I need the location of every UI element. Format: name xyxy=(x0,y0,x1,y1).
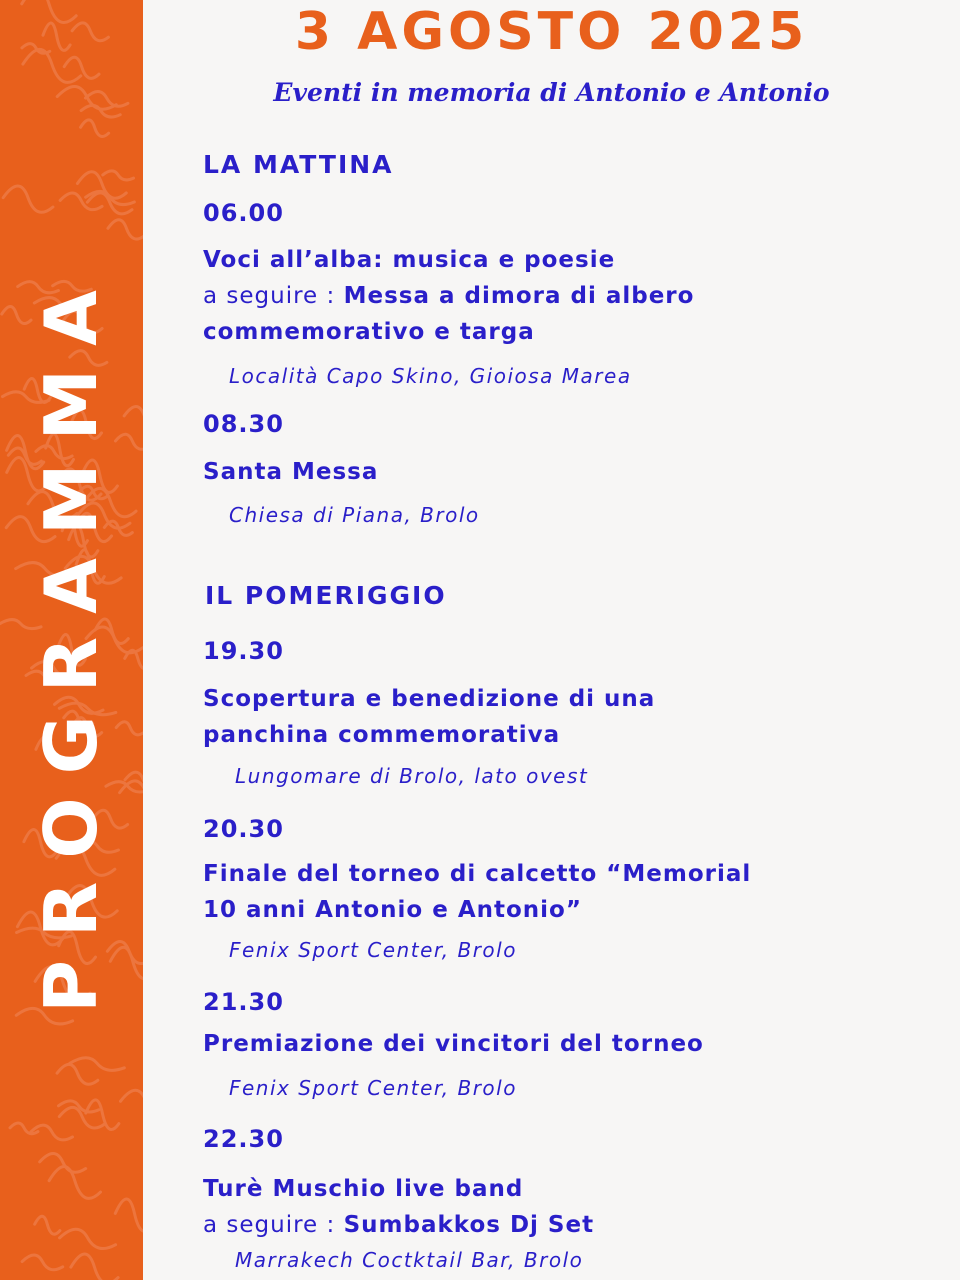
event-title-line: 10 anni Antonio e Antonio” xyxy=(203,897,582,923)
event-date-title: 3 AGOSTO 2025 xyxy=(294,2,809,62)
wave-stroke xyxy=(115,1199,143,1231)
wave-stroke xyxy=(2,306,31,323)
event-title-line: Voci all’alba: musica e poesie xyxy=(203,247,616,273)
wave-stroke xyxy=(124,406,143,427)
event-title xyxy=(203,1171,594,1243)
event-title xyxy=(203,681,655,753)
wave-stroke xyxy=(22,1255,63,1270)
follow-prefix: a seguire : xyxy=(203,283,344,309)
wave-stroke xyxy=(23,49,81,82)
wave-stroke xyxy=(3,186,53,212)
wave-stroke xyxy=(72,23,108,41)
event-time: 22.30 xyxy=(203,1125,284,1153)
wave-stroke xyxy=(35,1216,60,1234)
event-title-line: commemorativo e targa xyxy=(203,319,535,345)
wave-stroke xyxy=(120,1090,143,1115)
event-title-line: Scopertura e benedizione di una xyxy=(203,686,656,712)
wave-stroke xyxy=(43,23,70,50)
wave-stroke xyxy=(81,120,109,137)
event-title-line: Turè Muschio live band xyxy=(203,1176,524,1202)
event-follow-line xyxy=(203,1207,594,1243)
event-location: Marrakech Coctktail Bar, Brolo xyxy=(235,1248,584,1272)
event-subtitle: Eventi in memoria di Antonio e Antonio xyxy=(273,78,830,107)
event-time: 19.30 xyxy=(203,637,284,665)
event-location: Fenix Sport Center, Brolo xyxy=(229,938,517,962)
event-title: Premiazione dei vincitori del torneo xyxy=(203,1031,704,1057)
event-follow-line xyxy=(203,278,694,314)
event-location: Fenix Sport Center, Brolo xyxy=(229,1076,517,1100)
event-time: 06.00 xyxy=(203,199,284,227)
follow-title: Sumbakkos Dj Set xyxy=(343,1212,595,1238)
program-content xyxy=(143,0,960,1280)
wave-stroke xyxy=(60,1229,116,1248)
event-title xyxy=(203,242,694,350)
wave-stroke xyxy=(57,1064,98,1084)
wave-stroke xyxy=(120,781,143,808)
event-location: Località Capo Skino, Gioiosa Marea xyxy=(229,364,632,388)
event-title: Santa Messa xyxy=(203,459,379,485)
wave-stroke xyxy=(108,220,143,239)
follow-title: Messa a dimora di albero xyxy=(343,283,695,309)
section-heading-morning: LA MATTINA xyxy=(203,150,394,179)
event-location: Lungomare di Brolo, lato ovest xyxy=(235,764,589,788)
event-time: 08.30 xyxy=(203,410,284,438)
wave-stroke xyxy=(103,171,134,180)
programma-vertical-title: PROGRAMMA xyxy=(29,267,113,1013)
wave-stroke xyxy=(22,0,76,22)
wave-stroke xyxy=(71,1254,118,1280)
wave-stroke xyxy=(40,1153,86,1172)
sidebar-banner xyxy=(0,0,143,1280)
wave-stroke xyxy=(116,722,143,735)
event-time: 20.30 xyxy=(203,815,284,843)
event-title-line: Finale del torneo di calcetto “Memorial xyxy=(203,861,752,887)
event-title xyxy=(203,856,751,928)
section-heading-afternoon: IL POMERIGGIO xyxy=(205,581,447,610)
event-location: Chiesa di Piana, Brolo xyxy=(229,503,480,527)
wave-stroke xyxy=(70,1058,125,1071)
follow-prefix: a seguire : xyxy=(203,1212,344,1238)
event-title-line: panchina commemorativa xyxy=(203,722,561,748)
event-time: 21.30 xyxy=(203,988,284,1016)
wave-stroke xyxy=(115,434,143,449)
